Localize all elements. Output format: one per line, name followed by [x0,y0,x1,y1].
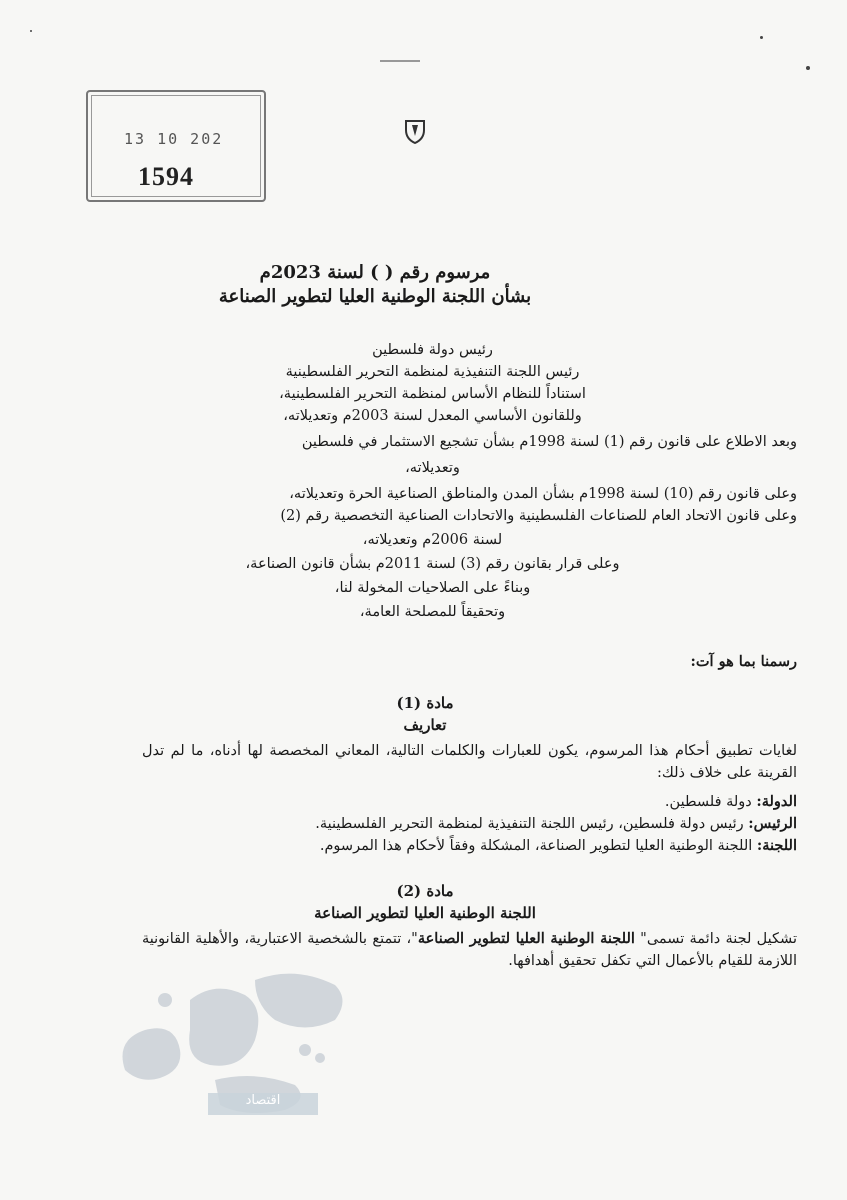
stamp-date: 13 10 202 [124,130,224,148]
preamble-line: وبعد الاطلاع على قانون رقم (1) لسنة 1998م بشأن تشجيع الاستثمار في فلسطين [301,434,797,450]
preamble-line: رئيس اللجنة التنفيذية لمنظمة التحرير الفلسطينية [285,364,580,380]
definition-committee [52,836,797,856]
definition-president [52,814,797,834]
preamble-line: وبناءً على الصلاحيات المخولة لنا، [334,580,531,596]
preamble-line: لسنة 2006م وتعديلاته، [362,532,503,548]
decree-subject: بشأن اللجنة الوطنية العليا لتطوير الصناعة [218,286,532,307]
article-2-heading: اللجنة الوطنية العليا لتطوير الصناعة [314,904,536,922]
scan-speck [30,30,32,32]
watermark-label: اقتصاد [245,1093,281,1108]
article-1-intro: لغايات تطبيق أحكام هذا المرسوم، يكون للعبارات والكلمات التالية، المعاني المخصصة لها أدناه، ما لم تدل القرينة على خلاف ذلك: [142,743,797,781]
scan-speck [760,36,763,39]
stamp-number: 1594 [138,162,194,191]
definition-state [52,792,797,812]
preamble-line: وتحقيقاً للمصلحة العامة، [359,604,506,620]
definition-term: الرئيس: [748,815,797,832]
definition-text: دولة فلسطين. [664,794,757,810]
header-mark [380,60,420,62]
decree-intro: رسمنا بما هو آت: [690,653,797,670]
definition-term: الدولة: [756,793,797,810]
article-1-number: مادة (1) [396,694,454,712]
committee-name: اللجنة الوطنية العليا لتطوير الصناعة [417,930,635,947]
article-2-number: مادة (2) [396,882,454,900]
definition-term: اللجنة: [756,837,797,854]
preamble-line: وللقانون الأساسي المعدل لسنة 2003م وتعديلاته، [283,408,582,424]
preamble-line: وعلى قانون الاتحاد العام للصناعات الفلسطينية والاتحادات الصناعية التخصصية رقم (2) [280,508,797,524]
preamble-line: وتعديلاته، [405,460,460,476]
emblem-icon [404,118,426,144]
decree-title: مرسوم رقم ( ) لسنة 2023م [259,262,491,283]
article-2-text-pre: تشكيل لجنة دائمة تسمى" [634,931,797,947]
definition-text: اللجنة الوطنية العليا لتطوير الصناعة، المشكلة وفقاً لأحكام هذا المرسوم. [319,838,757,854]
article-1-heading: تعاريف [403,716,447,734]
preamble-line: وعلى قرار بقانون رقم (3) لسنة 2011م بشأن قانون الصناعة، [245,556,620,572]
definition-text: رئيس دولة فلسطين، رئيس اللجنة التنفيذية لمنظمة التحرير الفلسطينية. [315,816,749,832]
article-2-text-post: "، تتمتع بالشخصية الاعتبارية، والأهلية القانونية اللازمة للقيام بالأعمال التي تكفل تحقيق أهدافها. [142,931,797,969]
preamble-line: رئيس دولة فلسطين [372,342,493,358]
preamble-line: استناداً للنظام الأساس لمنظمة التحرير الفلسطينية، [279,386,586,402]
preamble-line: وعلى قانون رقم (10) لسنة 1998م بشأن المدن والمناطق الصناعية الحرة وتعديلاته، [289,486,797,502]
scan-speck [806,66,810,70]
